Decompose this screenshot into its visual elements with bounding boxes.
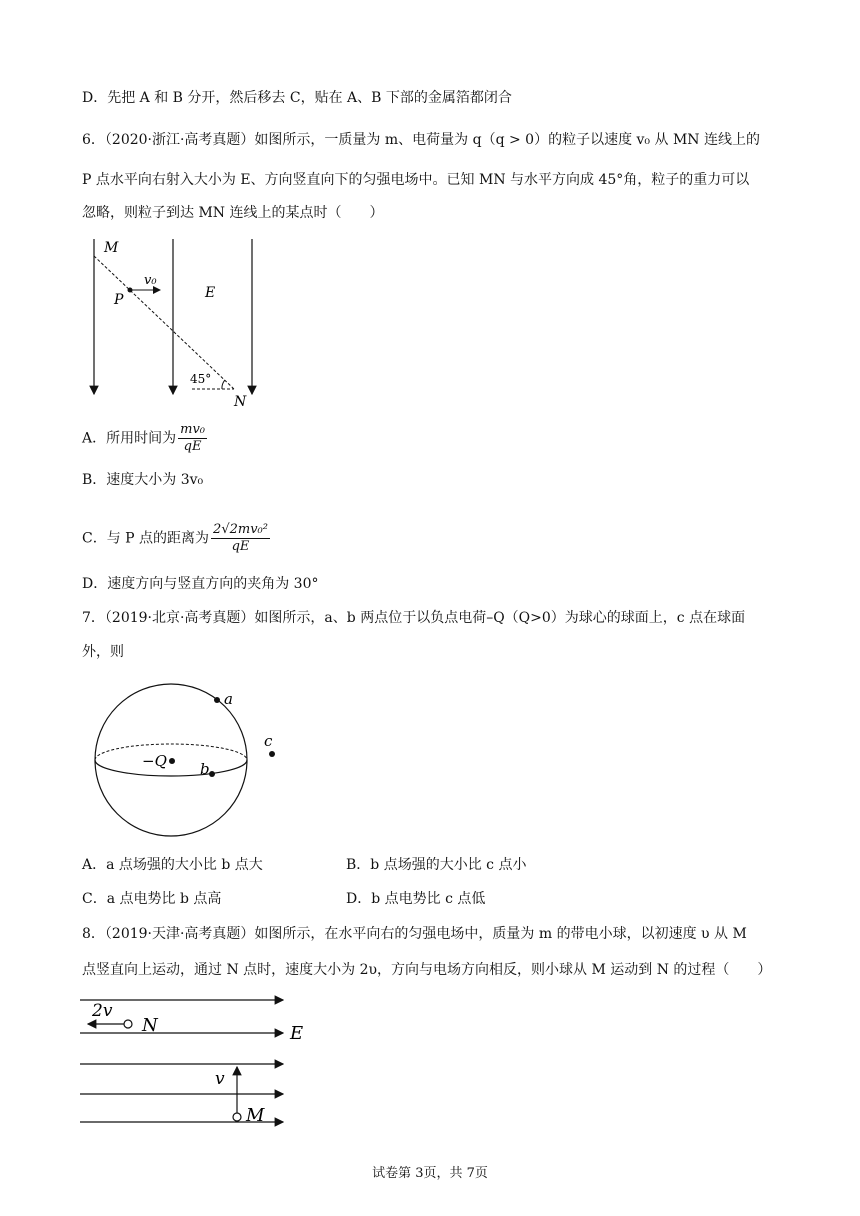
label-p: P	[114, 292, 124, 308]
q8-diagram	[78, 990, 318, 1130]
q6-diagram	[82, 234, 272, 409]
label-n: N	[234, 394, 247, 409]
q6-option-c-fraction	[211, 522, 270, 555]
q7-option-a: A．a 点场强的大小比 b 点大	[82, 857, 263, 873]
q7-stem-line-2: 外，则	[82, 644, 124, 660]
ball-m	[233, 1113, 241, 1121]
label-v: v	[215, 1069, 225, 1089]
equator-back	[95, 744, 247, 760]
point-c	[269, 751, 275, 757]
fraction-numerator: 2√2mv₀²	[213, 522, 268, 537]
q7-option-b: B．b 点场强的大小比 c 点小	[346, 857, 527, 873]
label-2v: 2v	[92, 1001, 113, 1021]
ball-n	[124, 1020, 132, 1028]
point-b	[209, 771, 215, 777]
label-q: −Q	[142, 752, 167, 770]
fraction-denominator: qE	[183, 439, 202, 454]
fraction-numerator: mv₀	[180, 422, 206, 437]
q6-option-a-fraction	[178, 422, 207, 455]
q6-option-b: B．速度大小为 3v₀	[82, 472, 204, 488]
label-v0: v₀	[144, 273, 157, 288]
q6-option-a	[82, 422, 207, 455]
q6-stem-line-1: 6．（2020·浙江·高考真题）如图所示，一质量为 m、电荷量为 q（q > 0）的粒子以速度 v₀ 从 MN 连线上的	[82, 132, 760, 148]
label-e: E	[205, 285, 216, 301]
page-footer: 试卷第 3页，共 7页	[372, 1166, 488, 1181]
label-a: a	[224, 690, 233, 708]
q6-option-c	[82, 522, 270, 555]
q8-stem-line-1: 8．（2019·天津·高考真题）如图所示，在水平向右的匀强电场中，质量为 m 的带电小球，以初速度 υ 从 M	[82, 926, 747, 942]
q7-option-c: C．a 点电势比 b 点高	[82, 891, 222, 907]
q8-stem-line-2: 点竖直向上运动，通过 N 点时，速度大小为 2υ，方向与电场方向相反，则小球从 M 运动到 N 的过程（ ）	[82, 962, 772, 978]
q6-option-a-prefix: A．所用时间为	[82, 430, 177, 447]
angle-arc	[222, 380, 225, 389]
label-angle: 45°	[190, 372, 212, 386]
q6-option-d: D．速度方向与竖直方向的夹角为 30°	[82, 576, 319, 592]
q6-stem-line-2: P 点水平向右射入大小为 E、方向竖直向下的匀强电场中。已知 MN 与水平方向成 45°角，粒子的重力可以	[82, 172, 750, 188]
q6-stem-line-3: 忽略，则粒子到达 MN 连线上的某点时（ ）	[82, 205, 384, 221]
q7-diagram	[90, 680, 290, 840]
label-m: M	[104, 240, 119, 256]
label-c: c	[264, 732, 273, 750]
mn-line	[94, 256, 234, 389]
q7-stem-line-1: 7．（2019·北京·高考真题）如图所示，a、b 两点位于以负点电荷–Q（Q>0）为球心的球面上，c 点在球面	[82, 610, 746, 626]
q7-option-d: D．b 点电势比 c 点低	[346, 891, 486, 907]
q5-option-d: D．先把 A 和 B 分开，然后移去 C，贴在 A、B 下部的金属箔都闭合	[82, 90, 512, 106]
label-n: N	[142, 1015, 158, 1036]
label-m: M	[246, 1105, 265, 1126]
q6-option-c-prefix: C．与 P 点的距离为	[82, 530, 210, 547]
label-b: b	[200, 760, 210, 778]
charge-q	[169, 758, 175, 764]
point-a	[214, 697, 220, 703]
label-e: E	[290, 1023, 304, 1044]
fraction-denominator: qE	[231, 539, 250, 554]
